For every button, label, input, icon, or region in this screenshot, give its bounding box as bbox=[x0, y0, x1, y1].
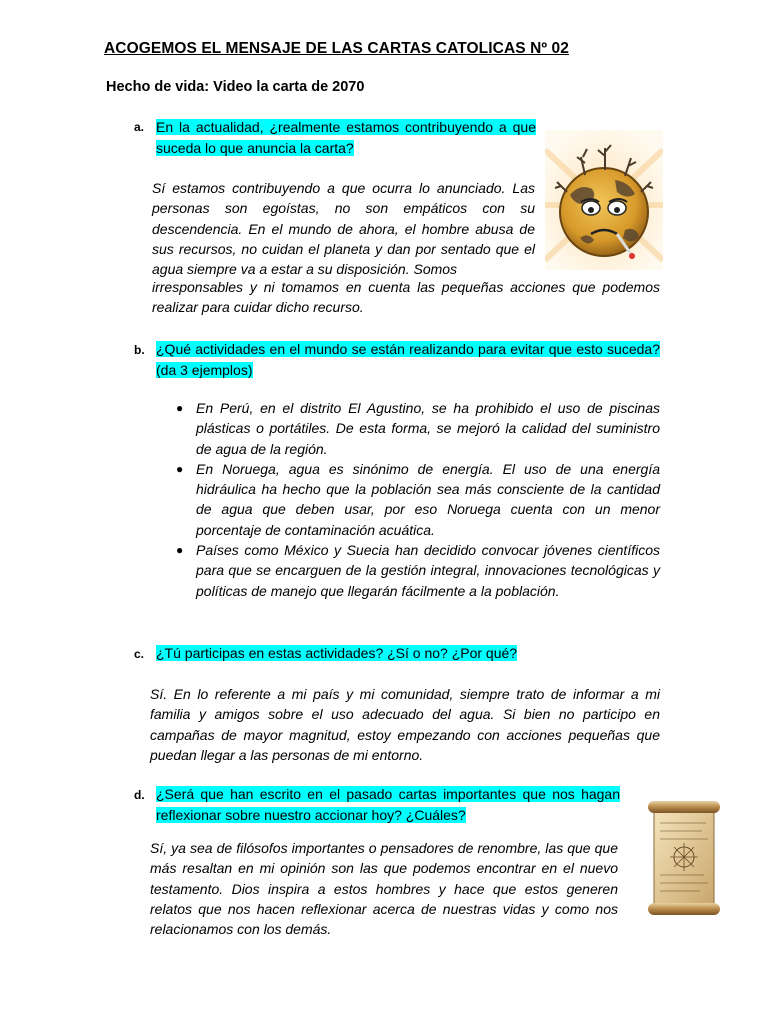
section-c-question: ¿Tú participas en estas actividades? ¿Sí o no? ¿Por qué? bbox=[156, 645, 518, 661]
section-d-letter: d. bbox=[134, 788, 145, 802]
section-a-letter: a. bbox=[134, 120, 145, 134]
section-b-letter: b. bbox=[134, 343, 145, 357]
section-c-letter: c. bbox=[134, 647, 145, 661]
section-b-bullet-list bbox=[174, 398, 660, 601]
sick-earth-illustration bbox=[545, 130, 663, 270]
section-c-answer: Sí. En lo referente a mi país y mi comunidad, siempre trato de informar a mi familia y amigos sobre el uso adecuado del agua. Si bien no participo en campañas de mayor magnitud, estoy empezando con acciones pequeñas que puedan llegar a las personas de mi entorno. bbox=[150, 686, 660, 763]
bullet-icon: ● bbox=[176, 543, 184, 558]
list-item: ● Países como México y Suecia han decidido convocar jóvenes científicos para que se encarguen de la gestión integral, innovaciones tecnológicas y políticas de manejo que llegarán fácilmente a la población. bbox=[176, 542, 660, 599]
page-subtitle: Hecho de vida: Video la carta de 2070 bbox=[106, 79, 365, 95]
section-a-answer-part1: Sí estamos contribuyendo a que ocurra lo anunciado. Las personas son egoístas, no son empáticos con su descendencia. En el mundo de ahora, el hombre abusa de sus recursos, no cuidan el planeta y dan por sentado que el agua siempre va a estar a su disposición. Somos bbox=[152, 180, 535, 278]
section-d-question: ¿Será que han escrito en el pasado cartas importantes que nos hagan reflexionar sobre nuestro accionar hoy? ¿Cuáles? bbox=[156, 786, 620, 823]
section-a-question: En la actualidad, ¿realmente estamos contribuyendo a que suceda lo que anuncia la carta? bbox=[156, 119, 536, 156]
list-item: ● En Perú, en el distrito El Agustino, se ha prohibido el uso de piscinas plásticas o portátiles. De esta forma, se mejoró la calidad del suministro de agua de la región. bbox=[176, 400, 660, 457]
section-d-answer: Sí, ya sea de filósofos importantes o pensadores de renombre, las que que más resaltan en mi opinión son las que podemos encontrar en el nuevo testamento. Dios inspira a estos hombres y hace que estos generen relatos que nos hacen reflexionar acerca de nuestras vidas y como nos relacionamos con los demás. bbox=[150, 840, 618, 938]
bullet-icon: ● bbox=[176, 401, 184, 415]
section-a-answer-part2: irresponsables y ni tomamos en cuenta las pequeñas acciones que podemos realizar para cuidar dicho recurso. bbox=[152, 279, 660, 316]
page-title: ACOGEMOS EL MENSAJE DE LAS CARTAS CATOLICAS Nº 02 bbox=[104, 40, 569, 57]
bullet-icon: ● bbox=[176, 461, 184, 476]
parchment-scroll-illustration bbox=[640, 797, 728, 919]
list-item: ● En Noruega, agua es sinónimo de energía. El uso de una energía hidráulica ha hecho que la población sea más consciente de la cantidad de agua que deben usar, por eso Noruega cuenta con un menor porcentaje de contaminación acuática. bbox=[176, 460, 660, 538]
section-b-question: ¿Qué actividades en el mundo se están realizando para evitar que esto suceda?(da 3 ejemplos) bbox=[156, 341, 660, 378]
